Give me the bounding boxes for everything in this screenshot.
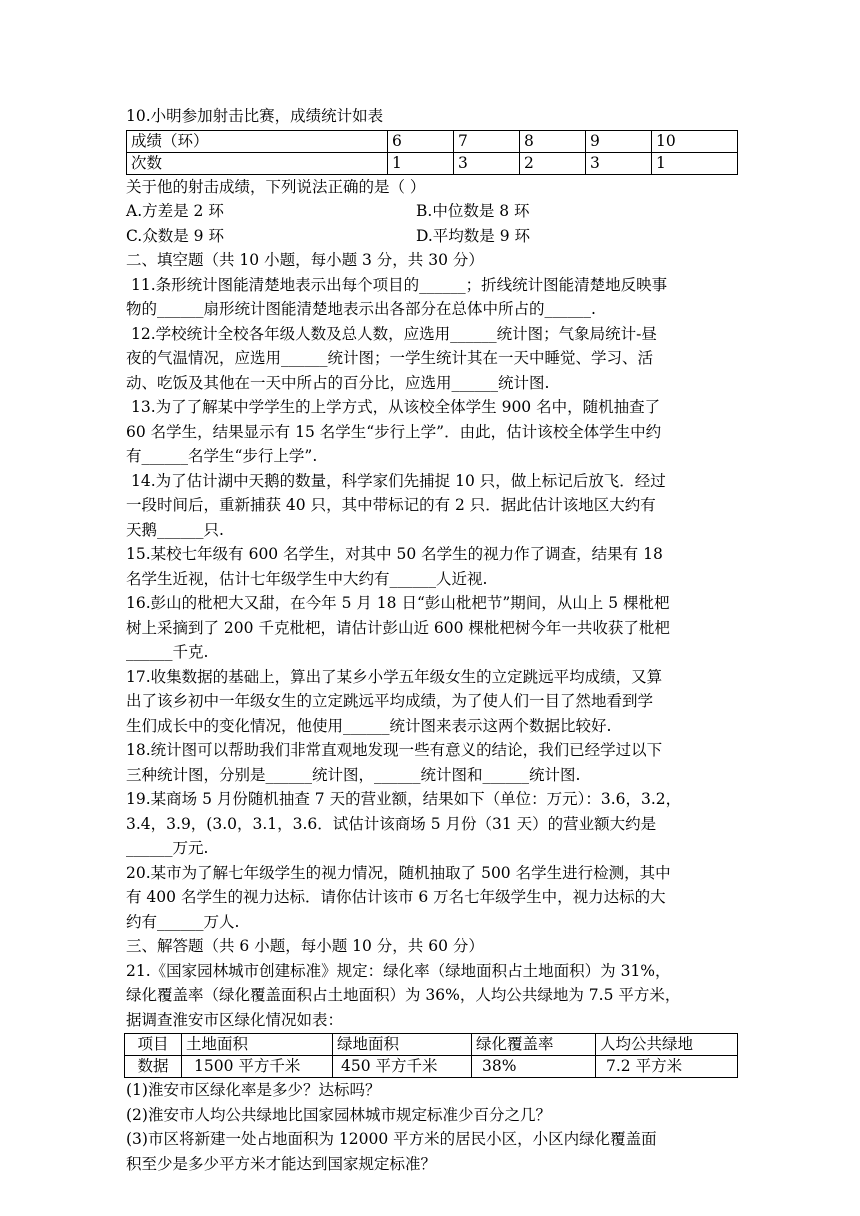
table-cell: 1 [388, 152, 454, 174]
table-row [125, 1056, 738, 1078]
table-cell: 1500 平方千米 [182, 1056, 333, 1078]
table-cell: 数据 [125, 1056, 182, 1078]
section-heading-answer: 三、解答题（共 6 小题，每小题 10 分，共 60 分） [126, 937, 484, 955]
q17-line: 17.收集数据的基础上，算出了某乡小学五年级女生的立定跳远平均成绩，又算 [126, 667, 663, 686]
q18-line: 三种统计图，分别是______统计图，______统计图和______统计图. [126, 765, 581, 784]
option-c: C.众数是 9 环 [126, 226, 224, 245]
table-row [127, 130, 738, 152]
table-cell: 10 [652, 130, 738, 152]
table-cell: 土地面积 [182, 1034, 333, 1056]
q12-line: 夜的气温情况，应选用______统计图；一学生统计其在一天中睡觉、学习、活 [126, 349, 654, 367]
q14-line: 14.为了估计湖中天鹅的数量，科学家们先捕捉 10 只，做上标记后放飞．经过 [131, 471, 666, 490]
q11-line: 11.条形统计图能清楚地表示出每个项目的______；折线统计图能清楚地反映事 [131, 275, 668, 294]
option-a: A.方差是 2 环 [126, 202, 224, 220]
q10-options-row [126, 224, 738, 249]
q21-line: 21.《国家园林城市创建标准》规定：绿化率（绿地面积占土地面积）为 31%， [126, 961, 671, 980]
q21-sub-question: 积至少是多少平方米才能达到国家规定标准？ [126, 1154, 437, 1173]
table-cell: 7 [454, 130, 520, 152]
table-cell: 7.2 平方米 [596, 1056, 738, 1078]
q16-line: ______千克. [126, 643, 209, 661]
q20-line: 约有______万人. [126, 912, 240, 931]
q19-line: ______万元. [126, 839, 209, 857]
q10-title: 10.小明参加射击比赛，成绩统计如表 [126, 107, 384, 125]
table-cell: 450 平方千米 [333, 1056, 472, 1078]
table-cell: 3 [454, 152, 520, 174]
q21-greening-table [124, 1033, 738, 1078]
q15-line: 名学生近视，估计七年级学生中大约有______人近视. [126, 569, 488, 588]
table-cell: 38% [472, 1056, 596, 1078]
q12-line: 动、吃饭及其他在一天中所占的百分比，应选用______统计图. [126, 373, 550, 392]
table-cell: 次数 [127, 152, 388, 174]
table-row [125, 1034, 738, 1056]
q13-line: 60 名学生，结果显示有 15 名学生“步行上学”．由此，估计该校全体学生中约 [126, 422, 662, 441]
q17-line: 生们成长中的变化情况，他使用______统计图来表示这两个数据比较好. [126, 716, 612, 735]
q17-line: 出了该乡初中一年级女生的立定跳远平均成绩，为了使人们一目了然地看到学 [126, 692, 654, 710]
q21-sub-question: (3)市区将新建一处占地面积为 12000 平方米的居民小区，小区内绿化覆盖面 [126, 1130, 657, 1148]
q15-line: 15.某校七年级有 600 名学生，对其中 50 名学生的视力作了调查，结果有 18 [126, 545, 663, 563]
table-cell: 绿地面积 [333, 1034, 472, 1056]
table-cell: 6 [388, 130, 454, 152]
option-b: B.中位数是 8 环 [416, 202, 530, 220]
option-d: D.平均数是 9 环 [416, 226, 531, 245]
table-cell: 项目 [125, 1034, 182, 1056]
q19-line: 19.某商场 5 月份随机抽查 7 天的营业额，结果如下（单位：万元）：3.6，3.2， [126, 790, 682, 808]
document-content [126, 104, 738, 1176]
table-cell: 2 [520, 152, 586, 174]
q20-line: 有 400 名学生的视力达标．请你估计该市 6 万名七年级学生中，视力达标的大 [126, 888, 666, 906]
table-cell: 绿化覆盖率 [472, 1034, 596, 1056]
q21-sub-question: (1)淮安市区绿化率是多少？达标吗？ [126, 1081, 381, 1099]
table-row [127, 152, 738, 174]
table-cell: 1 [652, 152, 738, 174]
table-cell: 成绩（环） [127, 130, 388, 152]
table-cell: 3 [586, 152, 652, 174]
q14-line: 一段时间后，重新捕获 40 只，其中带标记的有 2 只．据此估计该地区大约有 [126, 496, 656, 514]
q16-line: 16.彭山的枇杷大又甜，在今年 5 月 18 日“彭山枇杷节”期间，从山上 5 棵枇杷 [126, 594, 670, 612]
q21-sub-question: (2)淮安市人均公共绿地比国家园林城市规定标准少百分之几？ [126, 1105, 551, 1124]
table-cell: 8 [520, 130, 586, 152]
q14-line: 天鹅______只. [126, 520, 224, 539]
q11-line: 物的______扇形统计图能清楚地表示出各部分在总体中所占的______. [126, 300, 596, 318]
q10-question: 关于他的射击成绩，下列说法正确的是（ ） [126, 177, 426, 196]
section-heading-fill-in: 二、填空题（共 10 小题，每小题 3 分，共 30 分） [126, 251, 484, 269]
table-cell: 人均公共绿地 [596, 1034, 738, 1056]
q10-options-row [126, 199, 738, 224]
q21-line: 绿化覆盖率（绿化覆盖面积占土地面积）为 36%，人均公共绿地为 7.5 平方米， [126, 986, 681, 1004]
q18-line: 18.统计图可以帮助我们非常直观地发现一些有意义的结论，我们已经学过以下 [126, 741, 663, 759]
q16-line: 树上采摘到了 200 千克枇杷，请估计彭山近 600 棵枇杷树今年一共收获了枇杷 [126, 618, 670, 637]
table-cell: 9 [586, 130, 652, 152]
q13-line: 有______名学生“步行上学”. [126, 447, 318, 465]
q13-line: 13.为了了解某中学学生的上学方式，从该校全体学生 900 名中，随机抽查了 [131, 398, 661, 416]
q12-line: 12.学校统计全校各年级人数及总人数，应选用______统计图；气象局统计-昼 [131, 324, 657, 343]
q21-line: 据调查淮安市区绿化情况如表： [126, 1010, 344, 1029]
q10-score-table [126, 130, 738, 175]
q20-line: 20.某市为了解七年级学生的视力情况，随机抽取了 500 名学生进行检测，其中 [126, 863, 671, 882]
q19-line: 3.4，3.9，(3.0，3.1，3.6．试估计该商场 5 月份（31 天）的营业额大约是 [126, 814, 657, 833]
